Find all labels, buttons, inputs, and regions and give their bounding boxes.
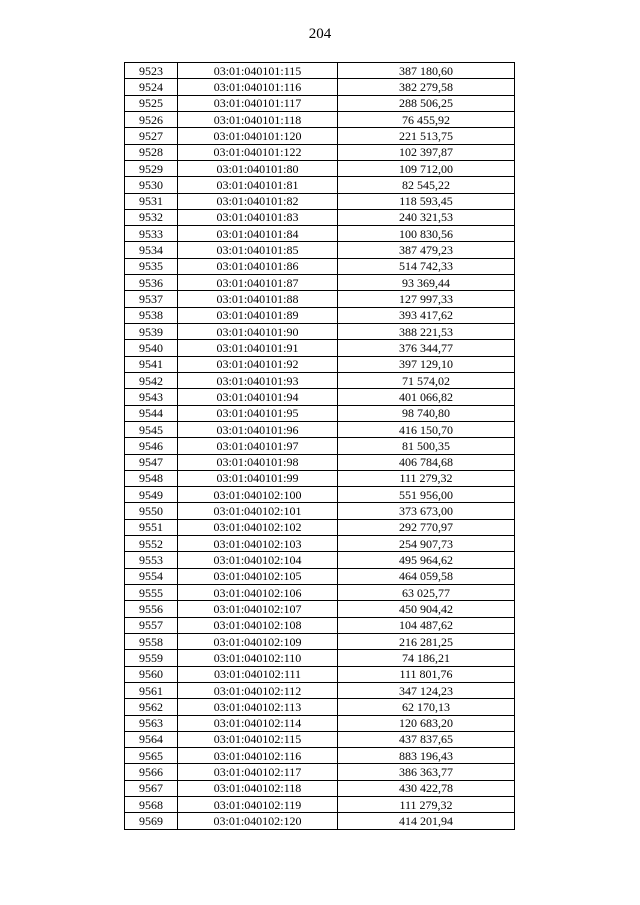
value-cell: 100 830,56 xyxy=(338,226,515,242)
value-cell: 93 369,44 xyxy=(338,275,515,291)
row-number-cell: 9549 xyxy=(125,487,178,503)
value-cell: 416 150,70 xyxy=(338,421,515,437)
table-row xyxy=(125,111,515,127)
table-row xyxy=(125,731,515,747)
table-row xyxy=(125,307,515,323)
value-cell: 495 964,62 xyxy=(338,552,515,568)
table-row xyxy=(125,95,515,111)
table-row xyxy=(125,405,515,421)
cadastral-number-cell: 03:01:040101:90 xyxy=(178,324,338,340)
table-row xyxy=(125,421,515,437)
row-number-cell: 9533 xyxy=(125,226,178,242)
row-number-cell: 9540 xyxy=(125,340,178,356)
cadastral-number-cell: 03:01:040102:116 xyxy=(178,748,338,764)
row-number-cell: 9560 xyxy=(125,666,178,682)
row-number-cell: 9532 xyxy=(125,209,178,225)
cadastral-number-cell: 03:01:040102:120 xyxy=(178,813,338,829)
value-cell: 118 593,45 xyxy=(338,193,515,209)
table-row xyxy=(125,372,515,388)
row-number-cell: 9550 xyxy=(125,503,178,519)
value-cell: 386 363,77 xyxy=(338,764,515,780)
value-cell: 71 574,02 xyxy=(338,372,515,388)
row-number-cell: 9523 xyxy=(125,63,178,79)
row-number-cell: 9566 xyxy=(125,764,178,780)
row-number-cell: 9562 xyxy=(125,699,178,715)
cadastral-number-cell: 03:01:040102:101 xyxy=(178,503,338,519)
table-row xyxy=(125,470,515,486)
table-row xyxy=(125,568,515,584)
row-number-cell: 9558 xyxy=(125,633,178,649)
value-cell: 551 956,00 xyxy=(338,487,515,503)
table-row xyxy=(125,128,515,144)
cadastral-number-cell: 03:01:040101:118 xyxy=(178,111,338,127)
registry-table xyxy=(124,62,515,830)
cadastral-number-cell: 03:01:040101:98 xyxy=(178,454,338,470)
cadastral-number-cell: 03:01:040101:97 xyxy=(178,438,338,454)
cadastral-number-cell: 03:01:040101:86 xyxy=(178,258,338,274)
value-cell: 81 500,35 xyxy=(338,438,515,454)
value-cell: 514 742,33 xyxy=(338,258,515,274)
value-cell: 373 673,00 xyxy=(338,503,515,519)
table-row xyxy=(125,487,515,503)
value-cell: 388 221,53 xyxy=(338,324,515,340)
cadastral-number-cell: 03:01:040101:94 xyxy=(178,389,338,405)
cadastral-number-cell: 03:01:040101:99 xyxy=(178,470,338,486)
table-row xyxy=(125,209,515,225)
cadastral-number-cell: 03:01:040101:85 xyxy=(178,242,338,258)
cadastral-number-cell: 03:01:040101:95 xyxy=(178,405,338,421)
table-row xyxy=(125,340,515,356)
table-row xyxy=(125,748,515,764)
row-number-cell: 9554 xyxy=(125,568,178,584)
value-cell: 430 422,78 xyxy=(338,780,515,796)
cadastral-number-cell: 03:01:040101:88 xyxy=(178,291,338,307)
table-row xyxy=(125,813,515,829)
value-cell: 111 279,32 xyxy=(338,797,515,813)
row-number-cell: 9526 xyxy=(125,111,178,127)
row-number-cell: 9548 xyxy=(125,470,178,486)
table-row xyxy=(125,715,515,731)
cadastral-number-cell: 03:01:040101:89 xyxy=(178,307,338,323)
row-number-cell: 9543 xyxy=(125,389,178,405)
row-number-cell: 9568 xyxy=(125,797,178,813)
table-row xyxy=(125,764,515,780)
cadastral-number-cell: 03:01:040101:91 xyxy=(178,340,338,356)
value-cell: 109 712,00 xyxy=(338,160,515,176)
cadastral-number-cell: 03:01:040102:106 xyxy=(178,585,338,601)
cadastral-number-cell: 03:01:040101:87 xyxy=(178,275,338,291)
cadastral-number-cell: 03:01:040102:119 xyxy=(178,797,338,813)
row-number-cell: 9557 xyxy=(125,617,178,633)
row-number-cell: 9529 xyxy=(125,160,178,176)
cadastral-number-cell: 03:01:040101:83 xyxy=(178,209,338,225)
row-number-cell: 9534 xyxy=(125,242,178,258)
value-cell: 102 397,87 xyxy=(338,144,515,160)
cadastral-number-cell: 03:01:040101:81 xyxy=(178,177,338,193)
value-cell: 437 837,65 xyxy=(338,731,515,747)
table-body xyxy=(125,63,515,830)
row-number-cell: 9530 xyxy=(125,177,178,193)
table-row xyxy=(125,242,515,258)
table-row xyxy=(125,63,515,79)
value-cell: 120 683,20 xyxy=(338,715,515,731)
value-cell: 74 186,21 xyxy=(338,650,515,666)
row-number-cell: 9556 xyxy=(125,601,178,617)
value-cell: 82 545,22 xyxy=(338,177,515,193)
cadastral-number-cell: 03:01:040102:117 xyxy=(178,764,338,780)
row-number-cell: 9569 xyxy=(125,813,178,829)
cadastral-number-cell: 03:01:040102:115 xyxy=(178,731,338,747)
value-cell: 414 201,94 xyxy=(338,813,515,829)
table-row xyxy=(125,699,515,715)
table-row xyxy=(125,666,515,682)
table-row xyxy=(125,780,515,796)
row-number-cell: 9541 xyxy=(125,356,178,372)
table-row xyxy=(125,389,515,405)
value-cell: 406 784,68 xyxy=(338,454,515,470)
cadastral-number-cell: 03:01:040101:117 xyxy=(178,95,338,111)
table-row xyxy=(125,226,515,242)
table-row xyxy=(125,552,515,568)
cadastral-number-cell: 03:01:040102:110 xyxy=(178,650,338,666)
cadastral-number-cell: 03:01:040101:115 xyxy=(178,63,338,79)
cadastral-number-cell: 03:01:040101:116 xyxy=(178,79,338,95)
table-row xyxy=(125,601,515,617)
row-number-cell: 9527 xyxy=(125,128,178,144)
value-cell: 401 066,82 xyxy=(338,389,515,405)
row-number-cell: 9538 xyxy=(125,307,178,323)
value-cell: 98 740,80 xyxy=(338,405,515,421)
cadastral-number-cell: 03:01:040102:114 xyxy=(178,715,338,731)
cadastral-number-cell: 03:01:040101:80 xyxy=(178,160,338,176)
row-number-cell: 9547 xyxy=(125,454,178,470)
row-number-cell: 9551 xyxy=(125,519,178,535)
value-cell: 464 059,58 xyxy=(338,568,515,584)
table-row xyxy=(125,275,515,291)
value-cell: 104 487,62 xyxy=(338,617,515,633)
row-number-cell: 9546 xyxy=(125,438,178,454)
row-number-cell: 9531 xyxy=(125,193,178,209)
cadastral-number-cell: 03:01:040102:118 xyxy=(178,780,338,796)
cadastral-number-cell: 03:01:040102:105 xyxy=(178,568,338,584)
value-cell: 347 124,23 xyxy=(338,682,515,698)
row-number-cell: 9545 xyxy=(125,421,178,437)
table-row xyxy=(125,633,515,649)
value-cell: 254 907,73 xyxy=(338,536,515,552)
table-row xyxy=(125,177,515,193)
cadastral-number-cell: 03:01:040102:113 xyxy=(178,699,338,715)
table-row xyxy=(125,585,515,601)
value-cell: 387 180,60 xyxy=(338,63,515,79)
value-cell: 387 479,23 xyxy=(338,242,515,258)
value-cell: 376 344,77 xyxy=(338,340,515,356)
cadastral-number-cell: 03:01:040102:107 xyxy=(178,601,338,617)
cadastral-number-cell: 03:01:040102:102 xyxy=(178,519,338,535)
cadastral-number-cell: 03:01:040101:84 xyxy=(178,226,338,242)
value-cell: 382 279,58 xyxy=(338,79,515,95)
value-cell: 450 904,42 xyxy=(338,601,515,617)
row-number-cell: 9564 xyxy=(125,731,178,747)
row-number-cell: 9539 xyxy=(125,324,178,340)
row-number-cell: 9553 xyxy=(125,552,178,568)
cadastral-number-cell: 03:01:040101:122 xyxy=(178,144,338,160)
row-number-cell: 9535 xyxy=(125,258,178,274)
cadastral-number-cell: 03:01:040102:111 xyxy=(178,666,338,682)
value-cell: 221 513,75 xyxy=(338,128,515,144)
table-row xyxy=(125,438,515,454)
row-number-cell: 9552 xyxy=(125,536,178,552)
table-row xyxy=(125,258,515,274)
table-row xyxy=(125,291,515,307)
table-row xyxy=(125,160,515,176)
table-row xyxy=(125,536,515,552)
value-cell: 288 506,25 xyxy=(338,95,515,111)
row-number-cell: 9555 xyxy=(125,585,178,601)
value-cell: 883 196,43 xyxy=(338,748,515,764)
cadastral-number-cell: 03:01:040101:93 xyxy=(178,372,338,388)
table-row xyxy=(125,454,515,470)
table-row xyxy=(125,682,515,698)
value-cell: 240 321,53 xyxy=(338,209,515,225)
value-cell: 76 455,92 xyxy=(338,111,515,127)
cadastral-number-cell: 03:01:040101:92 xyxy=(178,356,338,372)
cadastral-number-cell: 03:01:040102:109 xyxy=(178,633,338,649)
cadastral-number-cell: 03:01:040102:103 xyxy=(178,536,338,552)
row-number-cell: 9537 xyxy=(125,291,178,307)
table-row xyxy=(125,519,515,535)
row-number-cell: 9567 xyxy=(125,780,178,796)
cadastral-number-cell: 03:01:040102:112 xyxy=(178,682,338,698)
cadastral-number-cell: 03:01:040101:82 xyxy=(178,193,338,209)
table-row xyxy=(125,503,515,519)
table-row xyxy=(125,650,515,666)
row-number-cell: 9536 xyxy=(125,275,178,291)
table-row xyxy=(125,617,515,633)
table-row xyxy=(125,79,515,95)
cadastral-number-cell: 03:01:040101:120 xyxy=(178,128,338,144)
table-row xyxy=(125,193,515,209)
cadastral-number-cell: 03:01:040102:104 xyxy=(178,552,338,568)
value-cell: 216 281,25 xyxy=(338,633,515,649)
row-number-cell: 9525 xyxy=(125,95,178,111)
row-number-cell: 9559 xyxy=(125,650,178,666)
value-cell: 127 997,33 xyxy=(338,291,515,307)
row-number-cell: 9565 xyxy=(125,748,178,764)
value-cell: 111 801,76 xyxy=(338,666,515,682)
row-number-cell: 9528 xyxy=(125,144,178,160)
table-row xyxy=(125,324,515,340)
value-cell: 63 025,77 xyxy=(338,585,515,601)
value-cell: 111 279,32 xyxy=(338,470,515,486)
value-cell: 292 770,97 xyxy=(338,519,515,535)
table-row xyxy=(125,797,515,813)
value-cell: 393 417,62 xyxy=(338,307,515,323)
value-cell: 397 129,10 xyxy=(338,356,515,372)
value-cell: 62 170,13 xyxy=(338,699,515,715)
row-number-cell: 9542 xyxy=(125,372,178,388)
row-number-cell: 9561 xyxy=(125,682,178,698)
row-number-cell: 9563 xyxy=(125,715,178,731)
table-row xyxy=(125,356,515,372)
row-number-cell: 9524 xyxy=(125,79,178,95)
cadastral-number-cell: 03:01:040101:96 xyxy=(178,421,338,437)
cadastral-number-cell: 03:01:040102:108 xyxy=(178,617,338,633)
page-number: 204 xyxy=(308,26,332,42)
table-row xyxy=(125,144,515,160)
row-number-cell: 9544 xyxy=(125,405,178,421)
cadastral-number-cell: 03:01:040102:100 xyxy=(178,487,338,503)
